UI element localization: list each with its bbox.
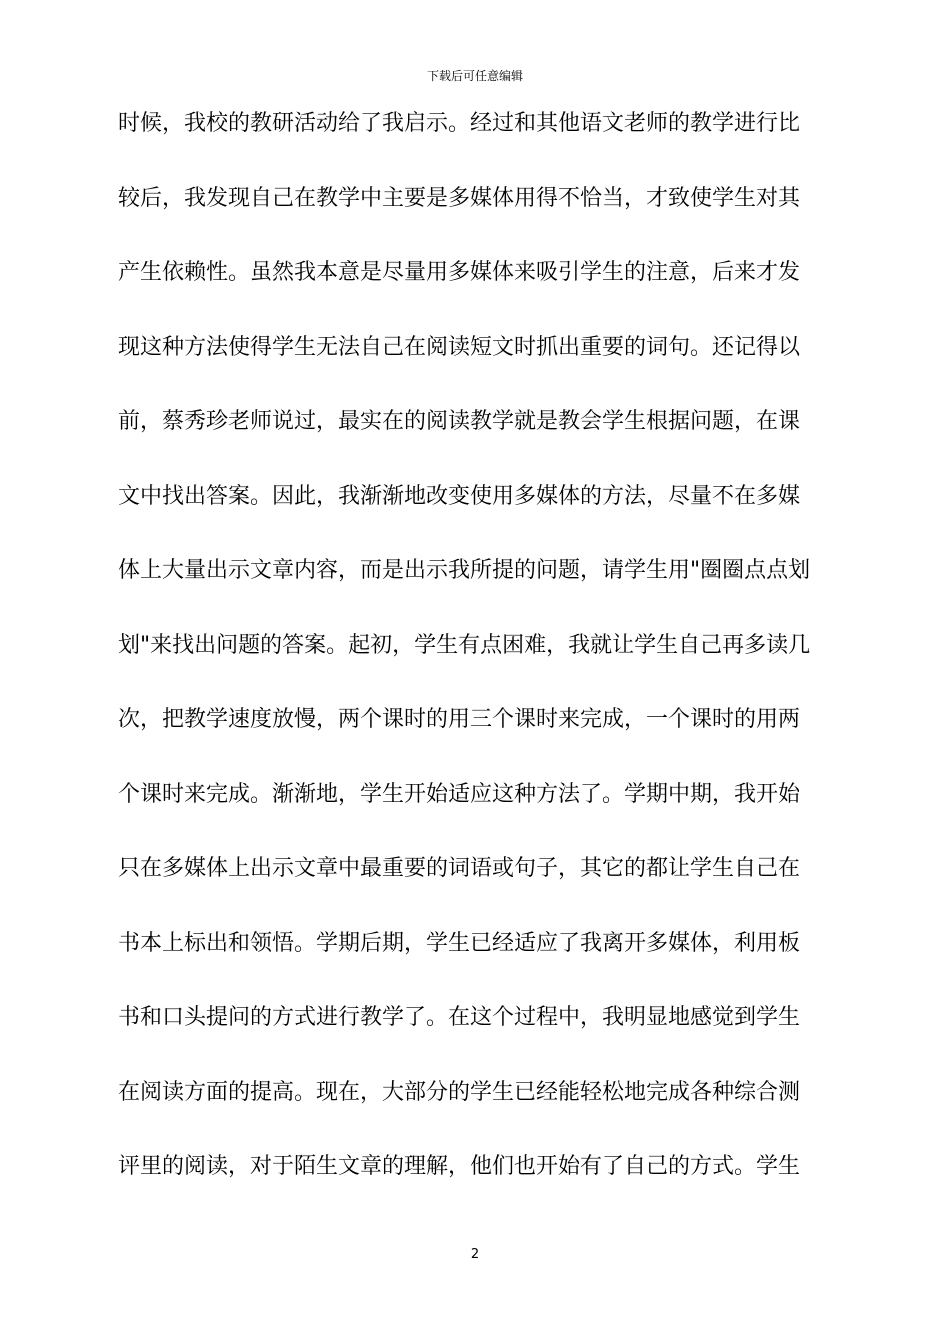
text-line: 只在多媒体上出示文章中最重要的词语或句子，其它的都让学生自己在 bbox=[118, 856, 801, 881]
page-number: 2 bbox=[470, 1247, 480, 1262]
text-line: 产生依赖性。虽然我本意是尽量用多媒体来吸引学生的注意，后来才发 bbox=[118, 260, 801, 285]
text-line: 书和口头提问的方式进行教学了。在这个过程中，我明显地感觉到学生 bbox=[118, 1005, 801, 1030]
page-header: 下载后可任意编辑 bbox=[426, 69, 523, 83]
text-line: 文中找出答案。因此，我渐渐地改变使用多媒体的方法，尽量不在多媒 bbox=[118, 483, 801, 509]
text-line: 在阅读方面的提高。现在，大部分的学生已经能轻松地完成各种综合测 bbox=[118, 1079, 801, 1105]
text-line: 现这种方法使得学生无法自己在阅读短文时抓出重要的词句。还记得以 bbox=[118, 334, 801, 360]
body-text bbox=[118, 104, 838, 1222]
text-line: 时候，我校的教研活动给了我启示。经过和其他语文老师的教学进行比 bbox=[118, 111, 801, 136]
text-line: 次，把教学速度放慢，两个课时的用三个课时来完成，一个课时的用两 bbox=[118, 707, 801, 732]
text-line: 体上大量出示文章内容，而是出示我所提的问题，请学生用"圈圈点点划 bbox=[118, 558, 811, 583]
text-line: 前，蔡秀珍老师说过，最实在的阅读教学就是教会学生根据问题，在课 bbox=[118, 409, 801, 434]
text-line: 较后，我发现自己在教学中主要是多媒体用得不恰当，才致使学生对其 bbox=[118, 185, 801, 211]
text-line: 划"来找出问题的答案。起初，学生有点困难，我就让学生自己再多读几 bbox=[118, 632, 811, 658]
text-line: 个课时来完成。渐渐地，学生开始适应这种方法了。学期中期，我开始 bbox=[118, 781, 801, 807]
text-line: 评里的阅读，对于陌生文章的理解，他们也开始有了自己的方式。学生 bbox=[118, 1154, 801, 1179]
text-line: 书本上标出和领悟。学期后期，学生已经适应了我离开多媒体，利用板 bbox=[118, 930, 801, 956]
